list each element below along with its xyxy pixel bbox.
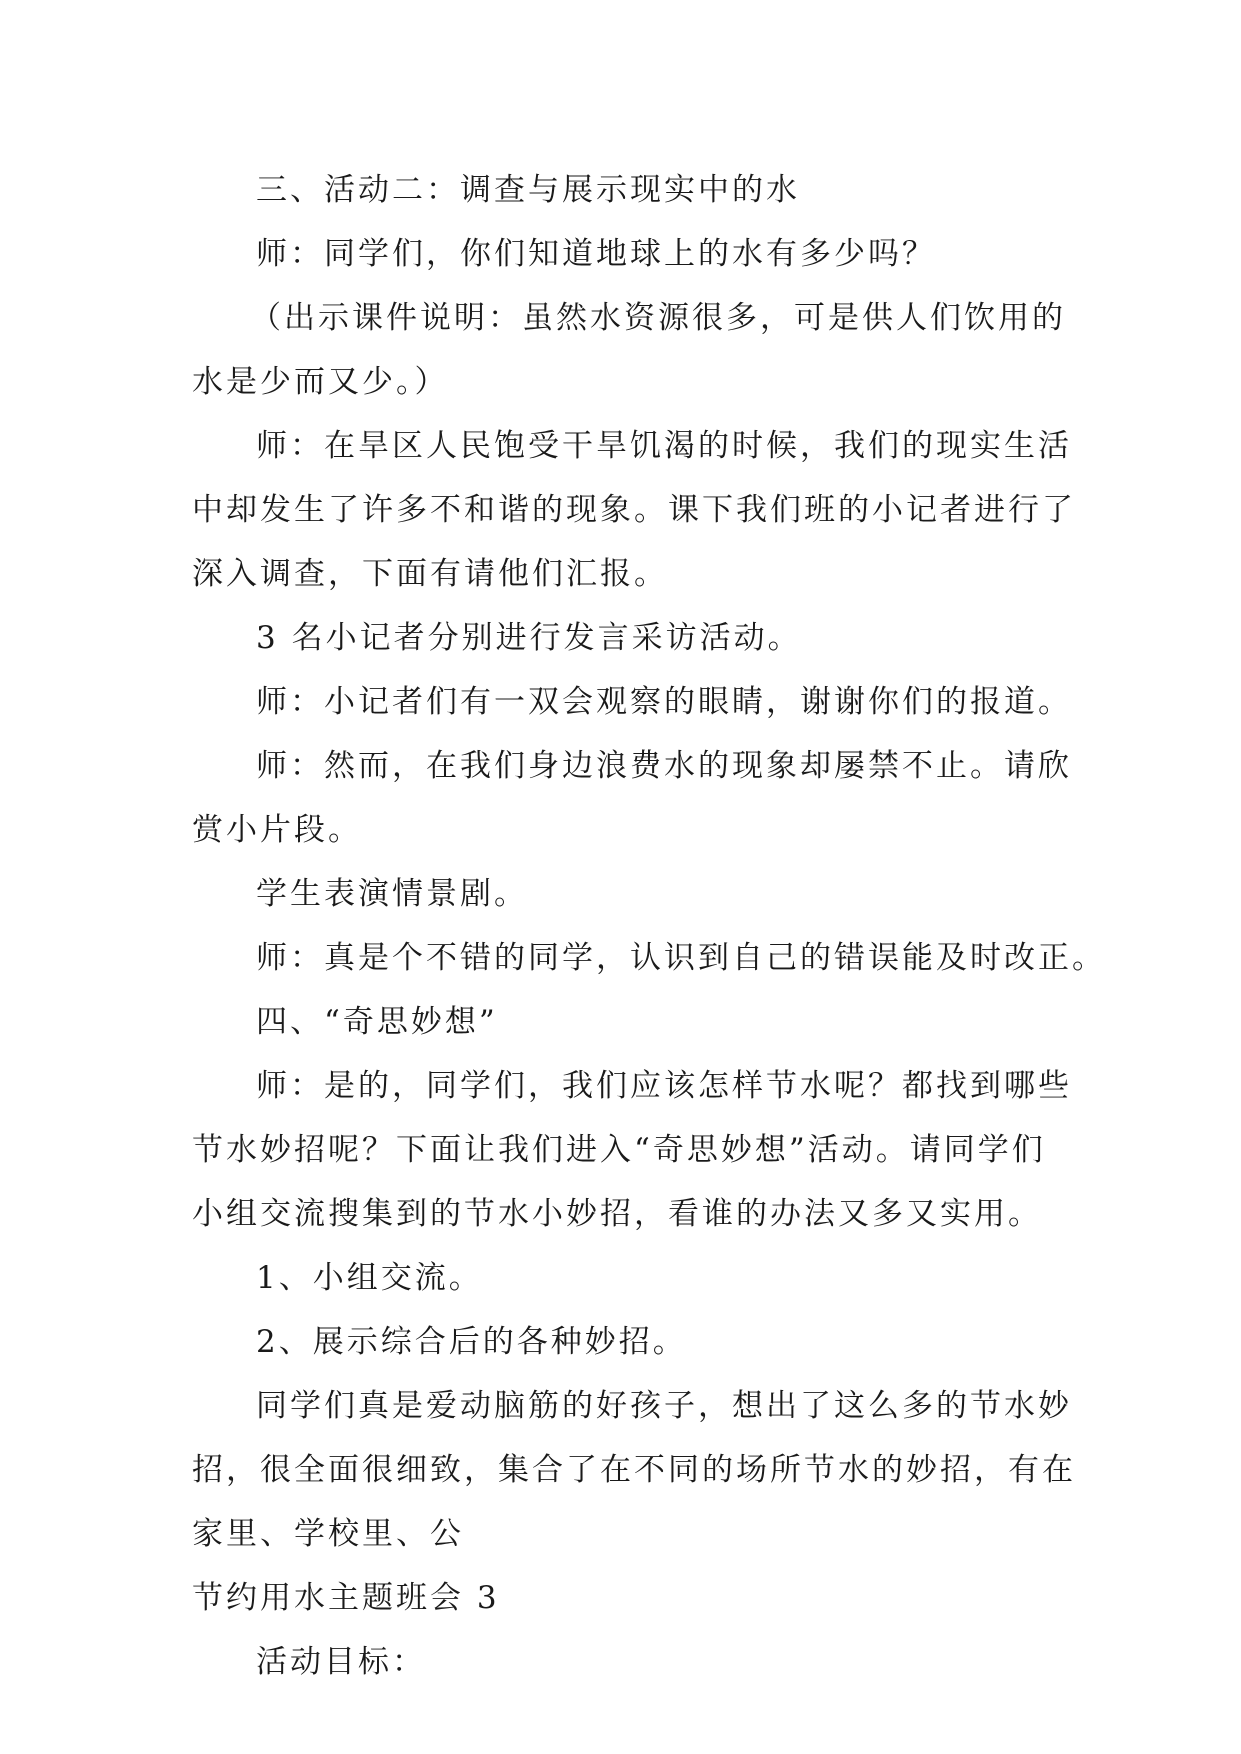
paragraph-line: 师：然而，在我们身边浪费水的现象却屡禁不止。请欣 [256, 748, 1072, 784]
section-heading: 活动目标： [256, 1644, 426, 1680]
document-body [192, 158, 1106, 1694]
paragraph-line: 招，很全面很细致，集合了在不同的场所节水的妙招，有在 [192, 1452, 1076, 1488]
paragraph-line: 赏小片段。 [192, 812, 362, 848]
paragraph-line: 深入调查，下面有请他们汇报。 [192, 556, 668, 592]
section-heading: 三、活动二：调查与展示现实中的水 [256, 172, 800, 208]
paragraph-line: 家里、学校里、公 [192, 1516, 464, 1552]
list-item: 1、小组交流。 [256, 1260, 483, 1296]
paragraph-line: 师：是的，同学们，我们应该怎样节水呢？都找到哪些 [256, 1068, 1072, 1104]
paragraph-line: 节水妙招呢？下面让我们进入“奇思妙想”活动。请同学们 [192, 1132, 1046, 1168]
paragraph-line: 师：真是个不错的同学，认识到自己的错误能及时改正。 [256, 940, 1106, 976]
paragraph-line: 同学们真是爱动脑筋的好孩子，想出了这么多的节水妙 [256, 1388, 1072, 1424]
document-title: 节约用水主题班会 3 [192, 1580, 500, 1616]
paragraph-line: 3 名小记者分别进行发言采访活动。 [256, 620, 802, 656]
paragraph-line: 水是少而又少。） [192, 364, 449, 400]
paragraph-line: 师：小记者们有一双会观察的眼睛，谢谢你们的报道。 [256, 684, 1072, 720]
paragraph-line: 学生表演情景剧。 [256, 876, 528, 912]
section-heading: 四、“奇思妙想” [256, 1004, 498, 1040]
paragraph-line: 中却发生了许多不和谐的现象。课下我们班的小记者进行了 [192, 492, 1076, 528]
paragraph-line: （出示课件说明：虽然水资源很多，可是供人们饮用的 [250, 300, 1066, 336]
list-item: 2、展示综合后的各种妙招。 [256, 1324, 687, 1360]
paragraph-line: 小组交流搜集到的节水小妙招，看谁的办法又多又实用。 [192, 1196, 1042, 1232]
paragraph-line: 师：在旱区人民饱受干旱饥渴的时候，我们的现实生活 [256, 428, 1072, 464]
paragraph-line: 师：同学们，你们知道地球上的水有多少吗？ [256, 236, 936, 272]
